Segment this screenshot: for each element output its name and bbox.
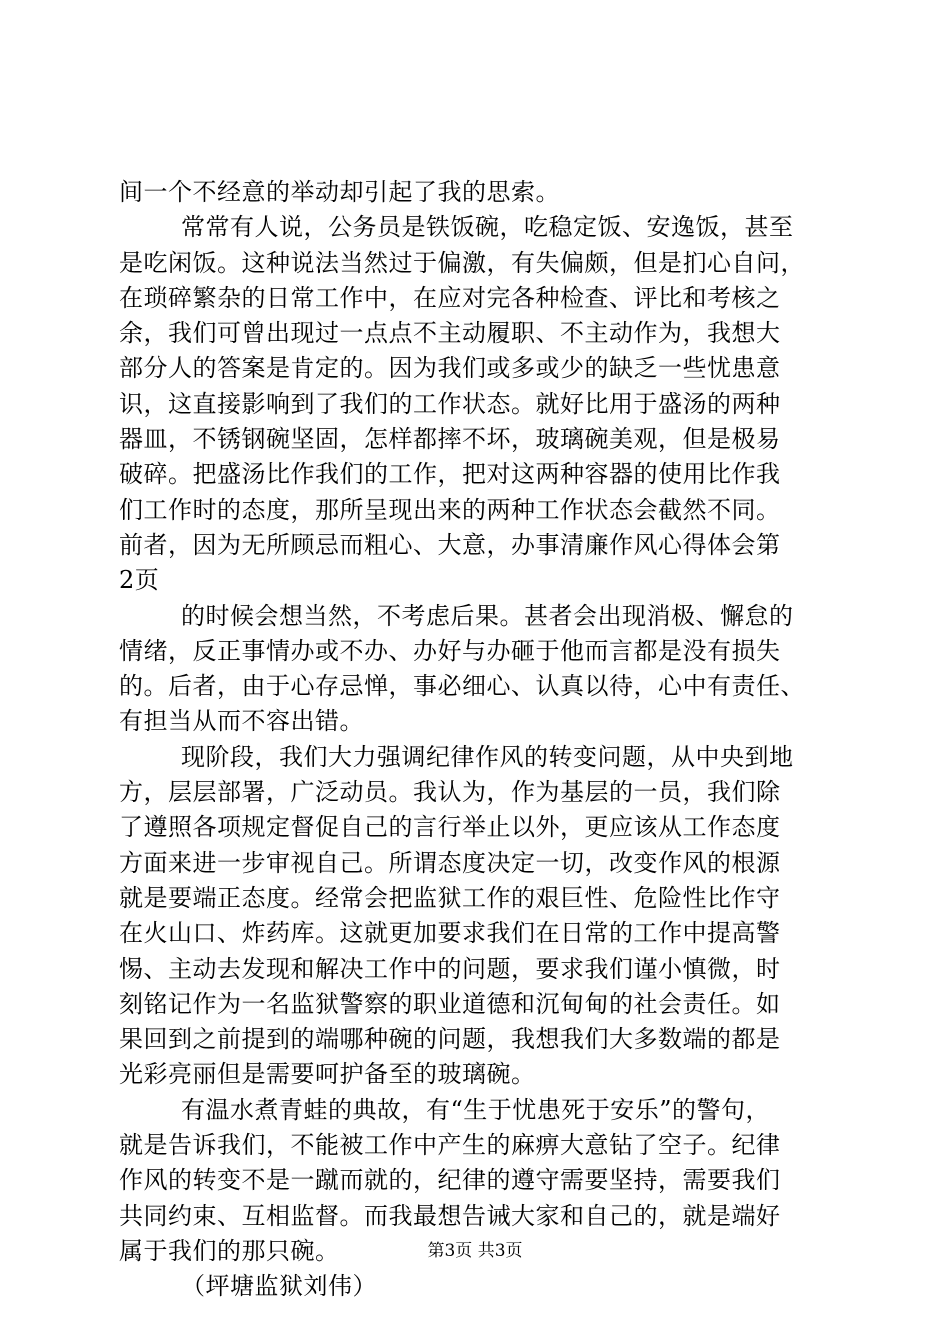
text-line: 惕、主动去发现和解决工作中的问题，要求我们谨小慎微，时 [119,954,781,983]
text-line: 了遵照各项规定督促自己的言行举止以外，更应该从工作态度 [119,813,781,842]
text-line: 常常有人说，公务员是铁饭碗，吃稳定饭、安逸饭，甚至 [181,213,794,242]
text-line: 作风的转变不是一蹴而就的，纪律的遵守需要坚持，需要我们 [119,1166,781,1195]
text-line: 识，这直接影响到了我们的工作状态。就好比用于盛汤的两种 [119,389,781,418]
text-line: 属于我们的那只碗。 [119,1236,340,1265]
text-line: 方，层层部署，广泛动员。我认为，作为基层的一员，我们除 [119,778,781,807]
text-line: 器皿，不锈钢碗坚固，怎样都摔不坏，玻璃碗美观，但是极易 [119,425,781,454]
text-line: 间一个不经意的举动却引起了我的思索。 [119,178,560,206]
text-line: 光彩亮丽但是需要呵护备至的玻璃碗。 [119,1060,536,1089]
text-line: 前者，因为无所顾忌而粗心、大意，办事清廉作风心得体会第 [119,530,781,559]
text-line: 余，我们可曾出现过一点点不主动履职、不主动作为，我想大 [119,319,781,348]
document-body [119,175,839,1305]
text-line: 情绪，反正事情办或不办、办好与办砸于他而言都是没有损失 [119,636,781,665]
text-line: 的时候会想当然，不考虑后果。甚者会出现消极、懈怠的 [181,601,794,630]
text-line: 部分人的答案是肯定的。因为我们或多或少的缺乏一些忧患意 [119,354,781,383]
text-line: 在火山口、炸药库。这就更加要求我们在日常的工作中提高警 [119,919,781,948]
text-line: 共同约束、互相监督。而我最想告诫大家和自己的，就是端好 [119,1201,781,1230]
text-line: 是吃闲饭。这种说法当然过于偏激，有失偏颇，但是扪心自问， [119,248,805,277]
text-line: 就是告诉我们，不能被工作中产生的麻痹大意钻了空子。纪律 [119,1131,781,1160]
text-line: 在琐碎繁杂的日常工作中，在应对完各种检查、评比和考核之 [119,283,781,312]
text-line: 有担当从而不容出错。 [119,707,364,736]
page-footer: 第3页 共3页 [427,1241,523,1261]
text-line: 果回到之前提到的端哪种碗的问题，我想我们大多数端的都是 [119,1025,781,1054]
text-line: 有温水煮青蛙的典故，有“生于忧患死于安乐”的警句， [181,1095,771,1124]
text-line: 破碎。把盛汤比作我们的工作，把对这两种容器的使用比作我 [119,460,781,489]
text-line: 2页 [119,566,160,595]
author-signature: （坪塘监狱刘伟） [181,1272,377,1301]
text-line: 现阶段，我们大力强调纪律作风的转变问题，从中央到地 [181,742,794,771]
text-line: 刻铭记作为一名监狱警察的职业道德和沉甸甸的社会责任。如 [119,989,781,1018]
text-line: 的。后者，由于心存忌惮，事必细心、认真以待，心中有责任、 [119,672,805,701]
text-line: 就是要端正态度。经常会把监狱工作的艰巨性、危险性比作守 [119,883,781,912]
text-line: 们工作时的态度，那所呈现出来的两种工作状态会截然不同。 [119,495,781,524]
text-line: 方面来进一步审视自己。所谓态度决定一切，改变作风的根源 [119,848,781,877]
